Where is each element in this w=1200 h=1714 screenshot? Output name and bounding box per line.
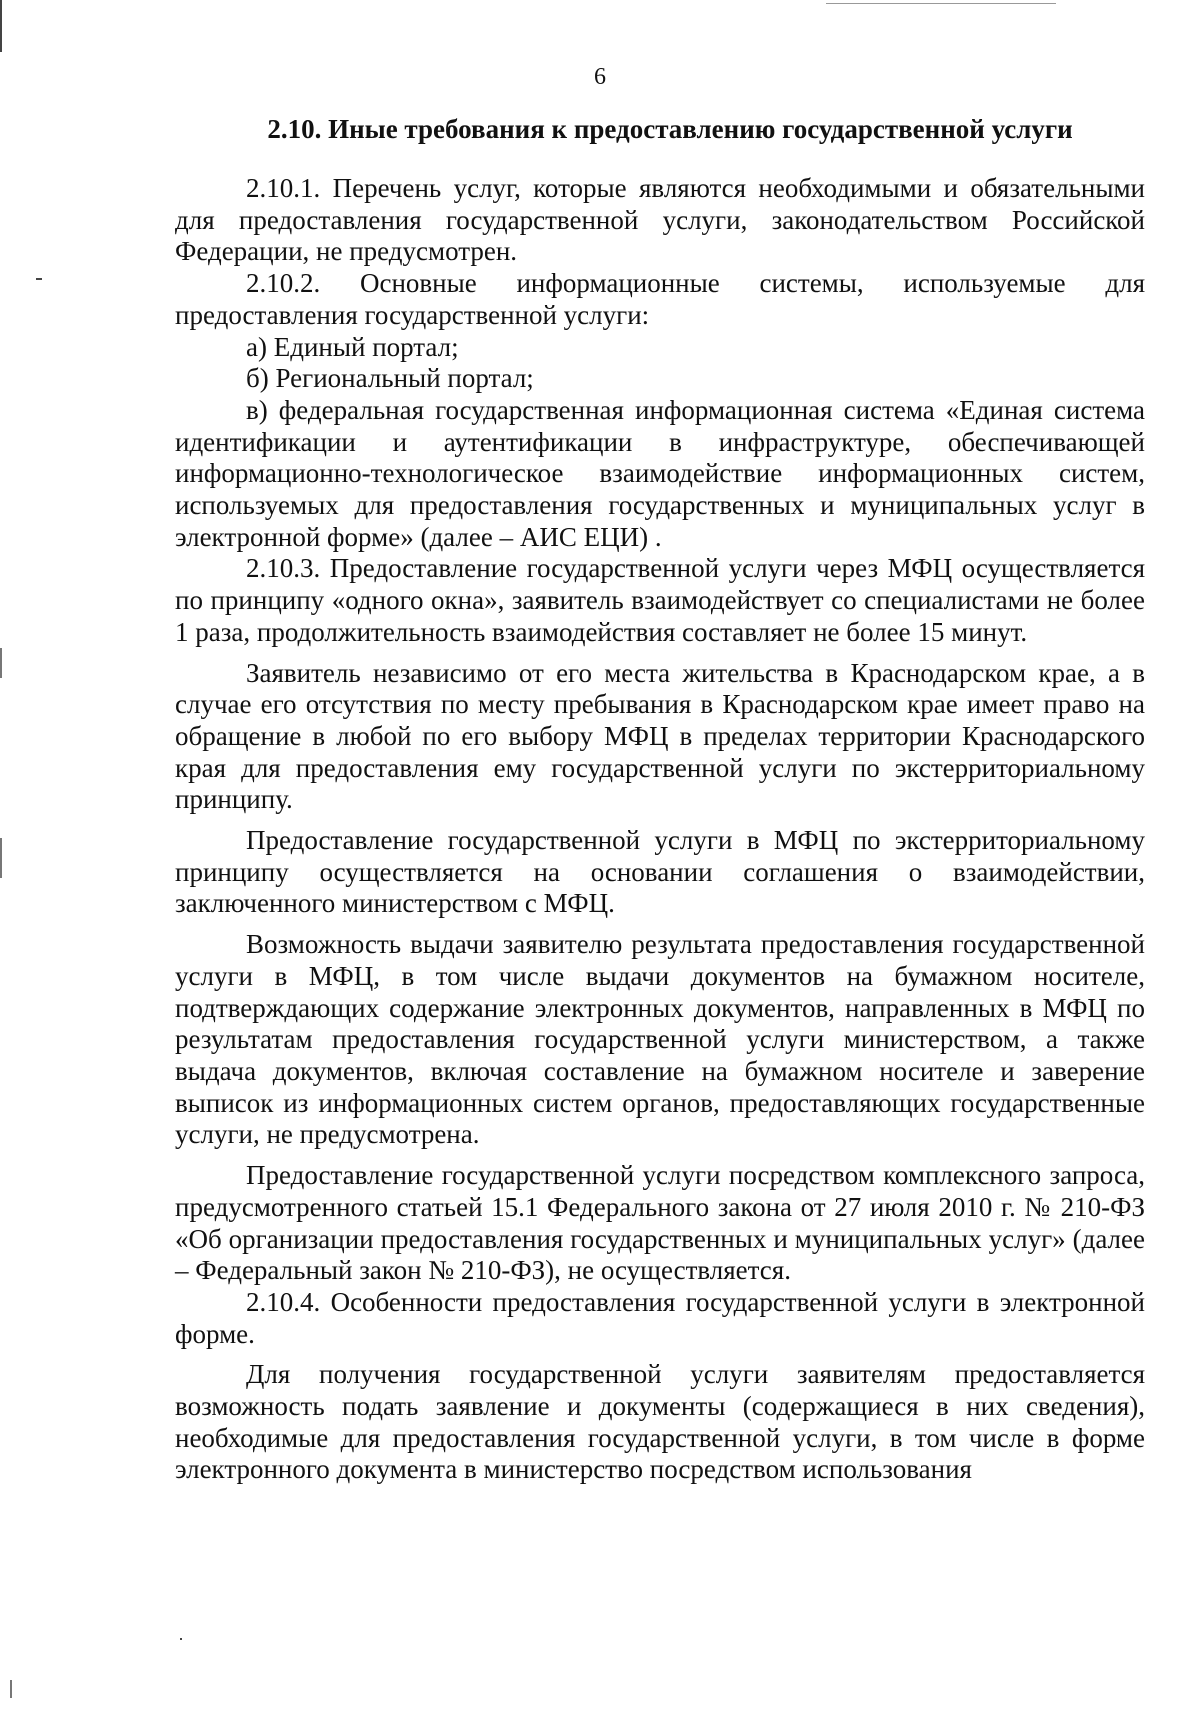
paragraph-result-issuance: Возможность выдачи заявителю результата предоставления государственной услуги в МФЦ, в том числе выдачи документов на бумажном носителе, подтверждающих содержание электронных документов, направленных в МФЦ по результатам предоставления государственной услуги министерством, а также выдача документов, включая составление на бумажном носителе и заверение выписок из информационных систем органов, предоставляющих государственные услуги, не предусмотрена. [175,929,1145,1150]
scan-mark [0,648,2,678]
section-title: 2.10. Иные требования к предоставлению государственной услуги [267,114,1073,144]
paragraph-complex-request: Предоставление государственной услуги посредством комплексного запроса, предусмотренного статьей 15.1 Федерального закона от 27 июля 2010 г. № 210-ФЗ «Об организации предоставления государственных и муниципальных услуг» (далее – Федеральный закон № 210-ФЗ), не осуществляется. [175,1160,1145,1286]
list-item-v: в) федеральная государственная информационная система «Единая система идентификации и аутентификации в инфраструктуре, обеспечивающей информационно-технологическое взаимодействие информационных систем, используемых для предоставления государственных и муниципальных услуг в электронной форме» (далее – АИС ЕЦИ) . [175,394,1145,552]
scan-mark [826,3,1056,4]
page-number: 6 [594,64,606,90]
scan-mark [10,1680,12,1698]
scan-mark [36,278,42,280]
paragraph-electronic-submission: Для получения государственной услуги заявителям предоставляется возможность подать заявление и документы (содержащиеся в них сведения), необходимые для предоставления государственной услуги, в том числе в форме электронного документа в министерство посредством использования [175,1359,1145,1485]
paragraph-2-10-4: 2.10.4. Особенности предоставления государственной услуги в электронной форме. [175,1286,1145,1349]
paragraph-2-10-1: 2.10.1. Перечень услуг, которые являются необходимыми и обязательными для предоставления государственной услуги, законодательством Российской Федерации, не предусмотрен. [175,173,1145,267]
scan-mark [0,838,2,878]
paragraph-extraterritorial: Заявитель независимо от его места жительства в Краснодарском крае, а в случае его отсутствия по месту пребывания в Краснодарском крае имеет право на обращение в любой по его выбору МФЦ в пределах территории Краснодарского края для предоставления ему государственной услуги по экстерриториальному принципу. [175,657,1145,815]
paragraph-agreement: Предоставление государственной услуги в МФЦ по экстерриториальному принципу осуществляется на основании соглашения о взаимодействии, заключенного министерством с МФЦ. [175,825,1145,919]
scan-mark [180,1638,182,1640]
list-item-b: б) Региональный портал; [246,363,534,394]
paragraph-2-10-2: 2.10.2. Основные информационные системы, используемые для предоставления государственной услуги: [175,268,1145,330]
list-item-a: а) Единый портал; [246,331,459,362]
document-body [175,112,1145,1486]
paragraph-2-10-3: 2.10.3. Предоставление государственной услуги через МФЦ осуществляется по принципу «одного окна», заявитель взаимодействует со специалистами не более 1 раза, продолжительность взаимодействия составляет не более 15 минут. [175,553,1145,647]
scan-mark [0,0,2,52]
